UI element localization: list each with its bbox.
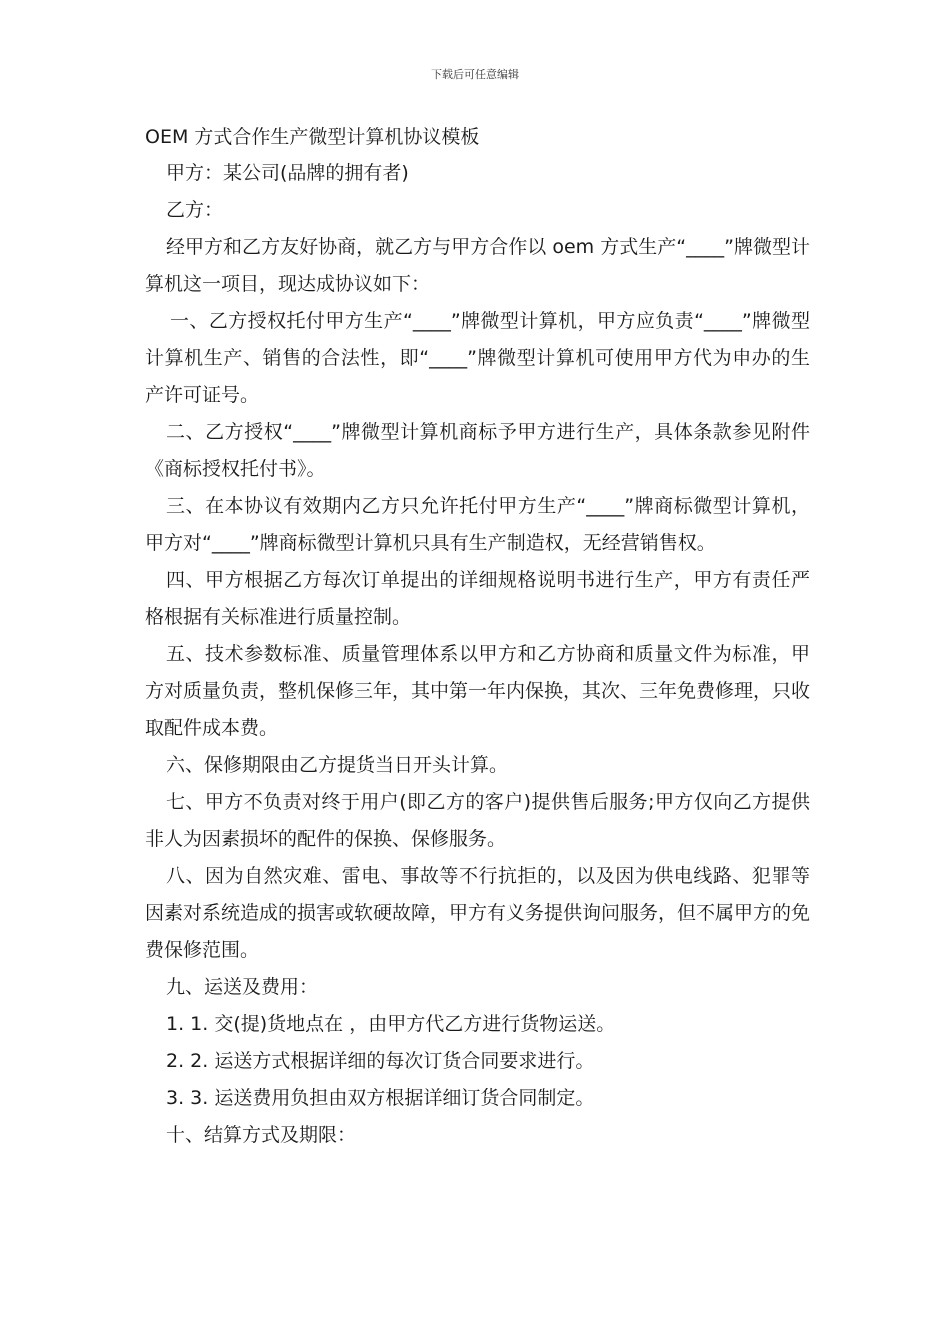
clause-3: 三、在本协议有效期内乙方只允许托付甲方生产“____”牌商标微型计算机，甲方对“____”牌商标微型计算机只具有生产制造权，无经营销售权。 (145, 495, 810, 554)
clause-9-item-1: 1. 1. 交(提)货地点在 ，由甲方代乙方进行货物运送。 (166, 1013, 616, 1035)
header-note: 下载后可任意编辑 (431, 68, 519, 81)
document-title: OEM 方式合作生产微型计算机协议模板 (145, 126, 480, 148)
clause-5: 五、技术参数标准、质量管理体系以甲方和乙方协商和质量文件为标准，甲方对质量负责，整机保修三年，其中第一年内保换，其次、三年免费修理，只收取配件成本费。 (145, 643, 811, 739)
clause-4: 四、甲方根据乙方每次订单提出的详细规格说明书进行生产，甲方有责任严格根据有关标准进行质量控制。 (145, 569, 810, 628)
clause-8: 八、因为自然灾难、雷电、事故等不行抗拒的，以及因为供电线路、犯罪等因素对系统造成的损害或软硬故障，甲方有义务提供询问服务，但不属甲方的免费保修范围。 (145, 865, 811, 961)
document-body (145, 119, 810, 1154)
clause-9: 九、运送及费用： (166, 976, 319, 998)
clause-6: 六、保修期限由乙方提货当日开头计算。 (166, 754, 509, 776)
clause-9-item-3: 3. 3. 运送费用负担由双方根据详细订货合同制定。 (166, 1087, 595, 1109)
clause-10: 十、结算方式及期限： (166, 1124, 357, 1146)
party-b-line: 乙方： (166, 199, 224, 221)
intro-paragraph: 经甲方和乙方友好协商，就乙方与甲方合作以 oem 方式生产“____”牌微型计算机这一项目，现达成协议如下： (145, 236, 810, 295)
clause-9-item-2: 2. 2. 运送方式根据详细的每次订货合同要求进行。 (166, 1050, 595, 1072)
clause-2: 二、乙方授权“____”牌微型计算机商标予甲方进行生产，具体条款参见附件《商标授权托付书》。 (145, 421, 810, 480)
clause-1: 一、乙方授权托付甲方生产“____”牌微型计算机，甲方应负责“____”牌微型计算机生产、销售的合法性，即“____”牌微型计算机可使用甲方代为申办的生产许可证号。 (145, 310, 810, 406)
clause-7: 七、甲方不负责对终于用户(即乙方的客户)提供售后服务;甲方仅向乙方提供非人为因素损坏的配件的保换、保修服务。 (145, 791, 810, 850)
party-a-line: 甲方：某公司(品牌的拥有者) (166, 162, 409, 184)
